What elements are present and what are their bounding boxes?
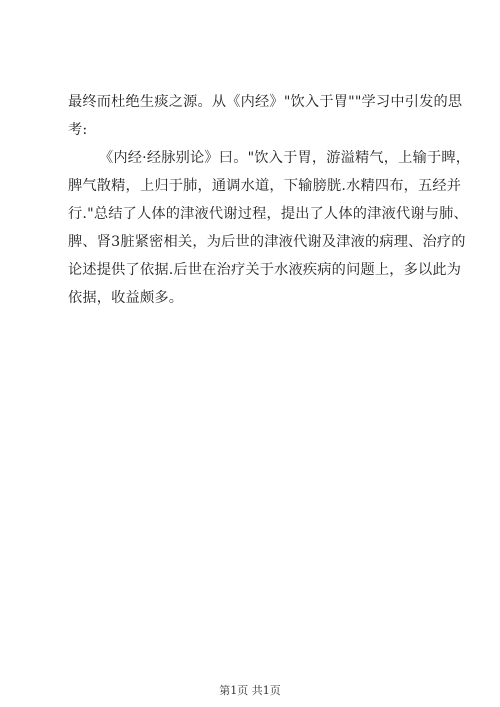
body-line-8: 依据，收益颇多。	[68, 290, 184, 306]
body-line-3: 《内经·经脉别论》曰。"饮入于胃，游溢精气，上输于睥，	[99, 150, 471, 166]
document-body	[68, 88, 471, 312]
body-line-2: 考:	[68, 122, 88, 138]
body-line-1: 最终而杜绝生痰之源。从《内经》"饮入于胃""学习中引发的思	[68, 94, 463, 110]
page-number-footer: 第1页 共1页	[219, 684, 281, 697]
body-line-7: 论述提供了依据.后世在治疗关于水液疾病的问题上，多以此为	[68, 262, 462, 278]
body-line-4: 脾气散精，上归于肺，通调水道，下输膀胱.水精四布，五经并	[68, 178, 462, 194]
body-line-5: 行."总结了人体的津液代谢过程，提出了人体的津液代谢与肺、	[68, 206, 468, 222]
body-line-6: 脾、肾3脏紧密相关，为后世的津液代谢及津液的病理、治疗的	[68, 234, 466, 250]
